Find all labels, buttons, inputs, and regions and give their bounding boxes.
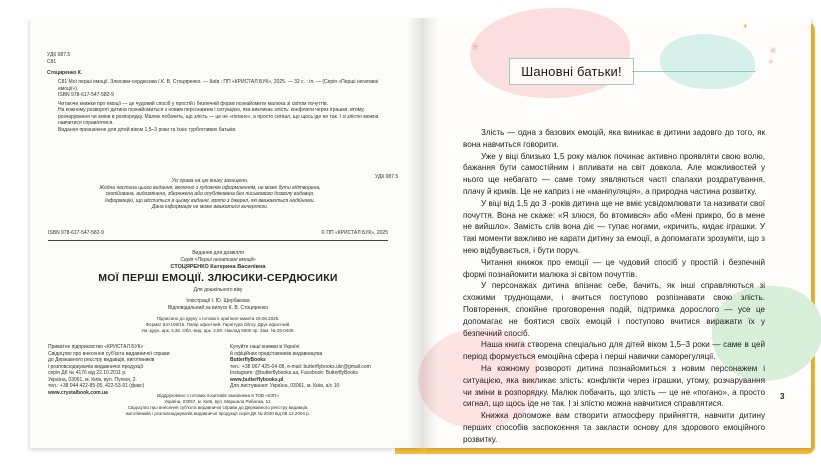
printer-info: Віддруковано з готових позитивів замовника в ТОВ «КЗП» Україна, 03057, м. Київ, вул. Маршала Рибалка, 11. Свідоцтво про внесення суб'єкта видавничої справи до Державного реєстру видавців, виготівників і розповсюджувачів видавничої продукції серія ДК № 2040 від 08.12.2004 р. <box>126 393 310 416</box>
heading-text: Шановні батьки! <box>521 64 622 79</box>
paragraph: У віці від 1,5 до 3 -років дитина ще не вміє усвідомлювати та називати свої почуття. Вона не скаже: «Я злюся, бо втомився» або «Мені прикро, бо в мене не вийшло». Замість слів вона діє — тупає ногами, «кричить, кидає іграшки. У такі моменти важливо не карати дитину за емоції, а допомагати зрозуміти, що з нею відбувається, і бути поруч. <box>463 198 765 255</box>
edition-info: Видання для дозвілля Серія «Перші негативні емоції» <box>180 250 256 263</box>
isbn-line: ISBN 978-617-547-582-9 <box>48 230 104 236</box>
isbn-copyright-row <box>48 230 388 237</box>
author-heading: Стоцяренко К. <box>47 70 83 76</box>
divider <box>48 240 388 241</box>
sparkle-icon: ✦ <box>742 22 749 31</box>
copyright-line: © ПП «КРИСТАЛ БУК», 2025 <box>321 230 388 236</box>
paragraph: Уже у віці близько 1,5 року малюк починає активно проявляти свою волю, бажання бути самостійним і впливати на світ довкола. Але можливостей у нього ще небагато — саме тому зявляються часті спалахи роздратування, плачу й криків. Це не каприз і не «маніпуляція», а природна частина розвитку. <box>463 151 765 196</box>
paragraph: Книжка допоможе вам створити атмосферу прийняття, навчити дитину перших способів заспокоєння та закласти основу для здорового емоційного розвитку. <box>463 411 765 444</box>
book-title: МОЇ ПЕРШІ ЕМОЦІЇ. ЗЛЮСИКИ-СЕРДЮСИКИ <box>98 272 338 284</box>
body-text <box>463 127 765 446</box>
credits: Ілюстрації І. Ю. Щербакова Відповідальний за випуск К. В. Стоцяренко <box>167 298 269 311</box>
paragraph: Наша книга створена спеціально для дітей віком 1,5–3 роки — саме в цей період формується емоційна сфера і перші навички саморегуляції. <box>463 340 765 362</box>
heading-underline-decoration <box>632 71 756 72</box>
paragraph: На кожному розвороті дитина познайомиться з новим персонажем і ситуацією, яка викликає злість: конфлікти через іграшки, утому, розчарування чи зміни в розпорядку. Малюк побачить, що злість — це не «погано», а просто сигнал, що щось іде не так. І зі злістю можна навчитися справлятися. <box>463 363 765 409</box>
rights-notes: Усі права на цю книгу захищено. Жодна частина цього видання, включно з художнім оформленням, не може бути відтворена, скопійована, видозмінена, збережена або опублікована без письмового дозволу видавця. Інформацію, що міститься в цьому виданні, взято з джерел, які вважаються надійними. Дана інформація не може вважатися вичерпною. <box>99 178 321 210</box>
sparkle-icon: ✳ <box>769 46 778 57</box>
page-heading <box>509 58 634 85</box>
author-full: СТОЦЯРЕНКО Катерина Василівна <box>170 264 266 270</box>
paragraph: Злість — одна з базових емоцій, яка виникає в дитини задовго до того, як вона навчиться говорити. <box>463 128 765 149</box>
publisher-info: Приватне підприємство «КРИСТАЛ БУК» Свідоцтво про внесення суб'єкта видавничої справи до Державного реєстру видавців, виготівників і розповсюджувачів видавничої продукції серія ДК № 4176 від 22.10.2011 р. Україна, 03061, м. Київ, вул. Пулюя, 2. тел.: +38 044 422-85-05, 422-53-91 (факс) www.crystalbook.com.ua <box>48 344 170 396</box>
distributor-info: Купуйте наші книжки в Україні й офіційних представників видавництва ButterflyBooks тел.: +38 067 425-04-08, e-mail: butterflybooks.ukr@gmail.com Instagram: @butterflybooks.ua, Facebook: ButterflyBooks www.butterflybooks.pl Для листування: Україна, 03061, м. Київ, а/с 10 <box>230 344 371 389</box>
udk-top: УДК 087.5 С81 <box>47 52 71 65</box>
catalog-entry: С81 Мої перші емоції. Злюсики-сердюсики / К. В. Стоцяренко. — Київ : ПП «КРИСТАЛ БУК», 2025. — 32 с. : іл. — (Серія «Перші негативні емоції»). ISBN 978-617-547-582-9 Читаючи книжки про емоції — це чудовий спосіб у простій і безпечній формі познайомити малюка зі світом почуттів. На кожному розвороті дитина познайомиться з новим персонажем і ситуацією, яка викликає злість: конфлікти через іграшки, втому, розчарування чи зміни в розпорядку. Малюк побачить, що злість — це не «погано», а просто сигнал, що щось іде не так. І зі злістю можна навчитися справлятися. Видання призначене для дітей віком 1,5–3 роки та їхніх турботливих батьків. <box>58 79 379 133</box>
audience-label: Для дошкільного віку <box>193 287 243 293</box>
paragraph: У персонажах дитина впізнає себе, бачить, як інші справляються зі схожими труднощами, і вчиться поступово розпізнавати свою злість. Повторення, спокійне проговорення подій, підтримка дорослого — усе це допомагає не боятися своїх емоцій і поступово вчитися виражати їх у безпечний спосіб. <box>463 281 765 338</box>
udk-right: УДК 087.5 <box>375 174 399 180</box>
technical-details: Підписано до друку з готового оригінал-макета 19.06.2025. Формат 84×108/16. Папір офсетний. Гарнітура Gilroy. Друк офсетний. Ум.-друк. арк. 3,36. Обл.-вид. арк. 2,50. Наклад 5000 пр. Зам. № 25-0405. <box>141 316 295 333</box>
sparkle-icon: ✳ <box>470 40 481 54</box>
page-number: 3 <box>780 392 785 401</box>
sparkle-icon: ✳ <box>768 58 774 66</box>
paragraph: Читання книжок про емоції — це чудовий спосіб у простій і безпечній формі познайомити малюка зі світом почуттів. <box>463 257 765 279</box>
